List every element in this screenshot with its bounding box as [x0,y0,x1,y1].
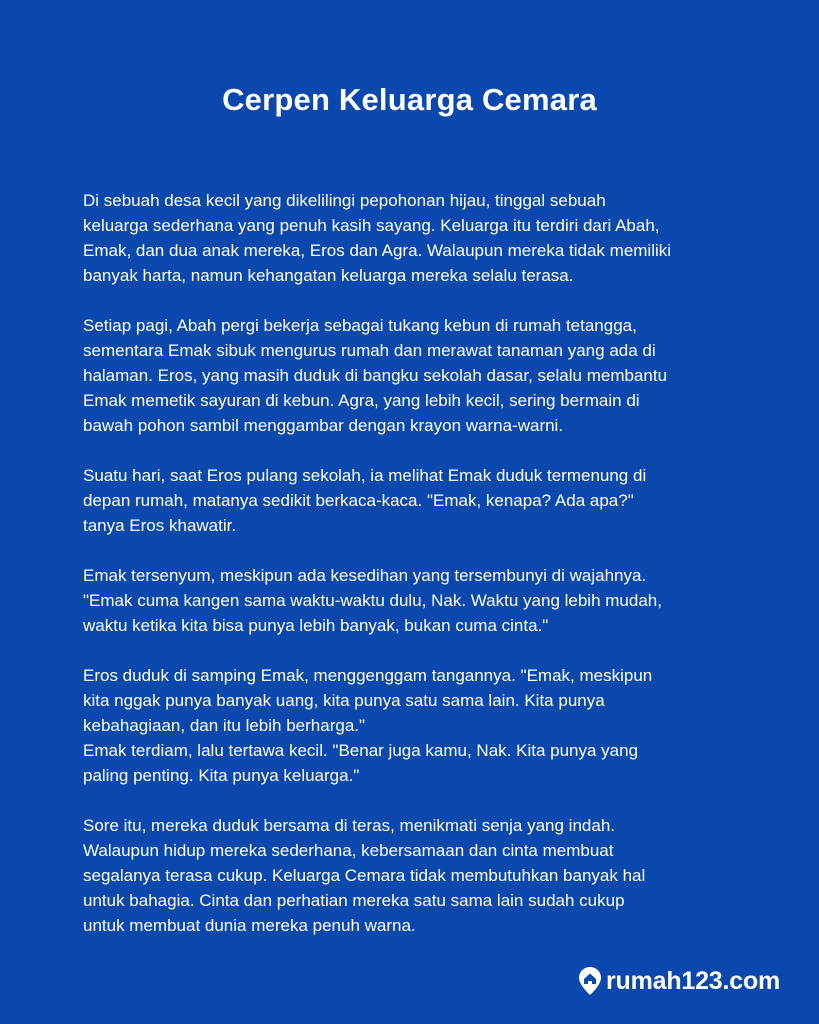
paragraph-line: segalanya terasa cukup. Keluarga Cemara tidak membutuhkan banyak hal [83,866,646,885]
page-title: Cerpen Keluarga Cemara [222,82,597,117]
logo-text: rumah123.com [606,966,781,995]
paragraph-line: Sore itu, mereka duduk bersama di teras, menikmati senja yang indah. [83,816,615,835]
story-paragraph [83,463,783,538]
paragraph-line: Emak memetik sayuran di kebun. Agra, yang lebih kecil, sering bermain di [83,391,640,410]
paragraph-line: Setiap pagi, Abah pergi bekerja sebagai tukang kebun di rumah tetangga, [83,316,637,335]
paragraph-line: untuk bahagia. Cinta dan perhatian mereka satu sama lain sudah cukup [83,891,625,910]
story-paragraph [83,313,783,438]
paragraph-line: Di sebuah desa kecil yang dikelilingi pepohonan hijau, tinggal sebuah [83,191,606,210]
paragraph-line: paling penting. Kita punya keluarga." [83,766,360,785]
story-paragraph [83,663,783,788]
paragraph-line: halaman. Eros, yang masih duduk di bangku sekolah dasar, selalu membantu [83,366,668,385]
paragraph-line: Walaupun hidup mereka sederhana, kebersamaan dan cinta membuat [83,841,614,860]
story-paragraph [83,563,783,638]
paragraph-line: Suatu hari, saat Eros pulang sekolah, ia melihat Emak duduk termenung di [83,466,647,485]
story-paragraph [83,188,783,288]
rumah123-logo [578,966,780,996]
paragraph-line: bawah pohon sambil menggambar dengan krayon warna-warni. [83,416,564,435]
paragraph-line: banyak harta, namun kehangatan keluarga mereka selalu terasa. [83,266,574,285]
story-body [83,188,783,963]
paragraph-line: Emak terdiam, lalu tertawa kecil. "Benar juga kamu, Nak. Kita punya yang [83,741,639,760]
paragraph-line: kebahagiaan, dan itu lebih berharga." [83,716,366,735]
paragraph-line: Emak, dan dua anak mereka, Eros dan Agra. Walaupun mereka tidak memiliki [83,241,672,260]
paragraph-line: tanya Eros khawatir. [83,516,237,535]
paragraph-line: keluarga sederhana yang penuh kasih sayang. Keluarga itu terdiri dari Abah, [83,216,660,235]
location-pin-house-icon [578,966,602,996]
paragraph-line: "Emak cuma kangen sama waktu-waktu dulu, Nak. Waktu yang lebih mudah, [83,591,662,610]
story-paragraph [83,813,783,938]
paragraph-line: sementara Emak sibuk mengurus rumah dan merawat tanaman yang ada di [83,341,656,360]
paragraph-line: untuk membuat dunia mereka penuh warna. [83,916,416,935]
paragraph-line: waktu ketika kita bisa punya lebih banyak, bukan cuma cinta." [83,616,549,635]
paragraph-line: Eros duduk di samping Emak, menggenggam tangannya. "Emak, meskipun [83,666,653,685]
paragraph-line: kita nggak punya banyak uang, kita punya satu sama lain. Kita punya [83,691,605,710]
paragraph-line: depan rumah, matanya sedikit berkaca-kaca. "Emak, kenapa? Ada apa?" [83,491,634,510]
paragraph-line: Emak tersenyum, meskipun ada kesedihan yang tersembunyi di wajahnya. [83,566,647,585]
